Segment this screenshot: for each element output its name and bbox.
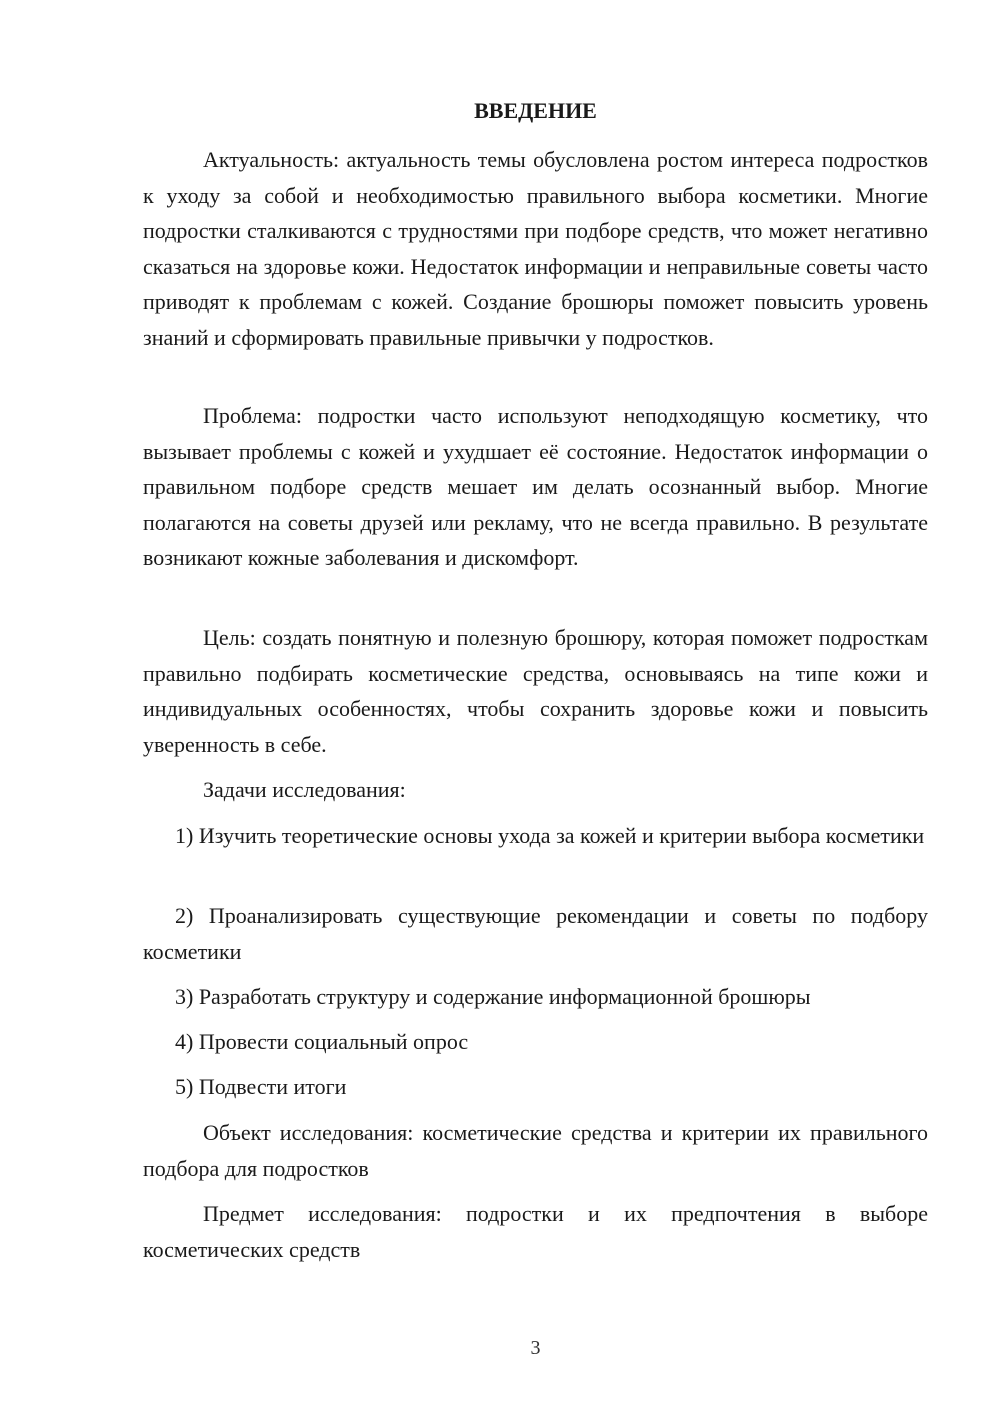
page-title: ВВЕДЕНИЕ xyxy=(474,98,597,123)
document-page xyxy=(143,0,928,1414)
subject-paragraph: Предмет исследования: подростки и их предпочтения в выборе косметических средств xyxy=(143,1201,928,1262)
page-number: 3 xyxy=(530,1337,541,1359)
problem-paragraph: Проблема: подростки часто используют неподходящую косметику, что вызывает проблемы с кожей и ухудшает её состояние. Недостаток информации о правильном подборе средств мешает им делать осознанный выбор. Многие полагаются на советы друзей или рекламу, что не всегда правильно. В результате возникают кожные заболевания и дискомфорт. xyxy=(143,403,928,570)
goal-paragraph: Цель: создать понятную и полезную брошюру, которая поможет подросткам правильно подбирать косметические средства, основываясь на типе кожи и индивидуальных особенностях, чтобы сохранить здоровье кожи и повысить уверенность в себе. xyxy=(143,625,928,757)
relevance-paragraph: Актуальность: актуальность темы обусловлена ростом интереса подростков к уходу за собой и необходимостью правильного выбора косметики. Многие подростки сталкиваются с трудностями при подборе средств, что может негативно сказаться на здоровье кожи. Недостаток информации и неправильные советы часто приводят к проблемам с кожей. Создание брошюры поможет повысить уровень знаний и сформировать правильные привычки у подростков. xyxy=(143,147,928,350)
task-item: 3) Разработать структуру и содержание информационной брошюры xyxy=(175,984,811,1009)
task-item: 4) Провести социальный опрос xyxy=(175,1029,469,1054)
task-item: 1) Изучить теоретические основы ухода за кожей и критерии выбора косметики xyxy=(175,823,925,848)
object-paragraph: Объект исследования: косметические средства и критерии их правильного подбора для подростков xyxy=(143,1120,928,1181)
tasks-heading: Задачи исследования: xyxy=(203,777,406,802)
task-item: 2) Проанализировать существующие рекомендации и советы по подбору косметики xyxy=(143,903,928,964)
task-item: 5) Подвести итоги xyxy=(175,1074,347,1099)
